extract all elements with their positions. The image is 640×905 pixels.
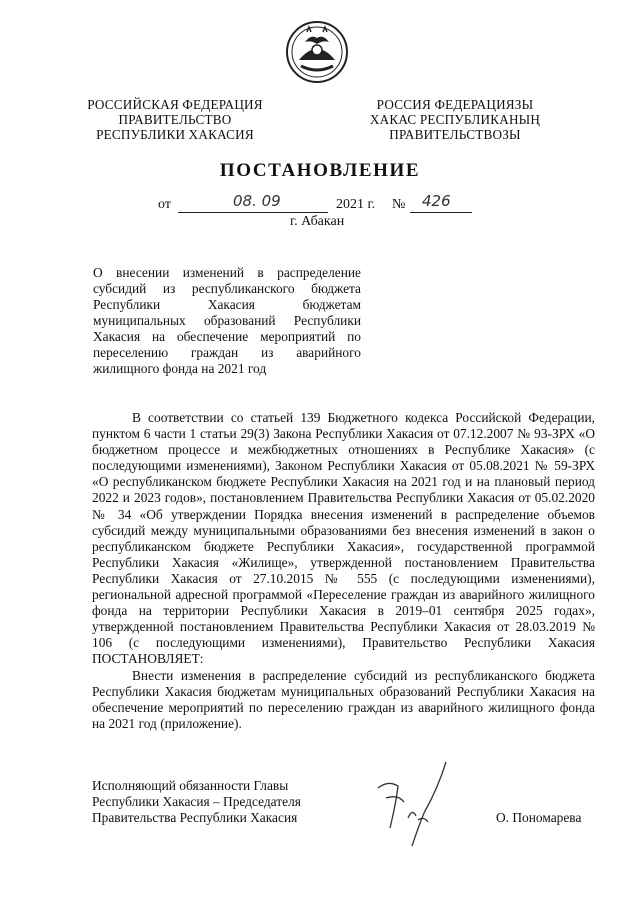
year-text: 2021 г. <box>336 197 376 212</box>
signatory-title-line-3: Правительства Республики Хакасия <box>92 810 298 825</box>
number-underline <box>410 194 472 213</box>
coat-of-arms-emblem <box>285 20 349 84</box>
header-right <box>360 97 550 142</box>
document-subject: О внесении изменений в распределение субсидий из республиканского бюджета Республики Хакасия бюджетам муниципальных образований Республики Хакасия на обеспечение мероприятий по переселению граждан из аварийного жилищного фонда на 2021 год <box>93 265 361 376</box>
document-body <box>92 410 595 732</box>
body-paragraph-2: Внести изменения в распределение субсидий из республиканского бюджета Республики Хакасия бюджетам муниципальных образований Республики Хакасия на обеспечение мероприятий по переселению граждан из аварийного жилищного фонда на 2021 год (приложение). <box>92 667 595 731</box>
header-left-line-3: РЕСПУБЛИКИ ХАКАСИЯ <box>96 127 254 142</box>
handwritten-signature <box>368 758 458 848</box>
signatory-title-line-1: Исполняющий обязанности Главы <box>92 778 289 793</box>
header-left-line-2: ПРАВИТЕЛЬСТВО <box>118 112 232 127</box>
signatory-title-line-2: Республики Хакасия – Председателя <box>92 794 301 809</box>
date-prefix: от <box>158 197 171 212</box>
body-paragraph-1: В соответствии со статьей 139 Бюджетного кодекса Российской Федерации, пунктом 6 части 1 статьи 29(3) Закона Республики Хакасия от 07.12.2007 № 93-ЗРХ «О бюджетном процессе и межбюджетных отношениях в Республике Хакасия» (с последующими изменениями), Законом Республики Хакасия от 05.08.2021 № 59-ЗРХ «О республиканском бюджете Республики Хакасия на 2021 год и на плановый период 2022 и 2023 годов», постановлением Правительства Республики Хакасия от 05.02.2020 № 34 «Об утверждении Порядка внесения изменений в распределение объемов субсидий между муниципальными образованиями без внесения изменений в закон о республиканском бюджете Республики Хакасия», государственной программой Республики Хакасия «Жилище», утвержденной постановлением Правительства Республики Хакасия от 27.10.2015 № 555 (с последующими изменениями), региональной адресной программой «Переселение граждан из аварийного жилищного фонда на территории Республики Хакасия в 2019–01 сентября 2025 годах», утвержденной постановлением Правительства Республики Хакасия от 28.03.2019 № 106 (с последующими изменениями), Правительство Республики Хакасия ПОСТАНОВЛЯЕТ: <box>92 410 595 667</box>
handwritten-number: 426 <box>422 192 451 210</box>
header-left-line-1: РОССИЙСКАЯ ФЕДЕРАЦИЯ <box>87 97 263 112</box>
header-right-line-3: ПРАВИТЕЛЬСТВОЗЫ <box>389 127 521 142</box>
header-right-line-2: ХАКАС РЕСПУБЛИКАНЫҢ <box>369 112 541 127</box>
document-title: ПОСТАНОВЛЕНИЕ <box>219 160 421 181</box>
signatory-name: О. Пономарева <box>496 810 582 825</box>
city-label: г. Абакан <box>290 214 345 229</box>
handwritten-date: 08. 09 <box>233 192 281 210</box>
number-prefix: № <box>392 197 406 212</box>
header-left <box>80 97 270 142</box>
header-right-line-1: РОССИЯ ФЕДЕРАЦИЯЗЫ <box>376 97 534 112</box>
signatory-title <box>92 778 301 826</box>
date-underline <box>178 194 328 213</box>
